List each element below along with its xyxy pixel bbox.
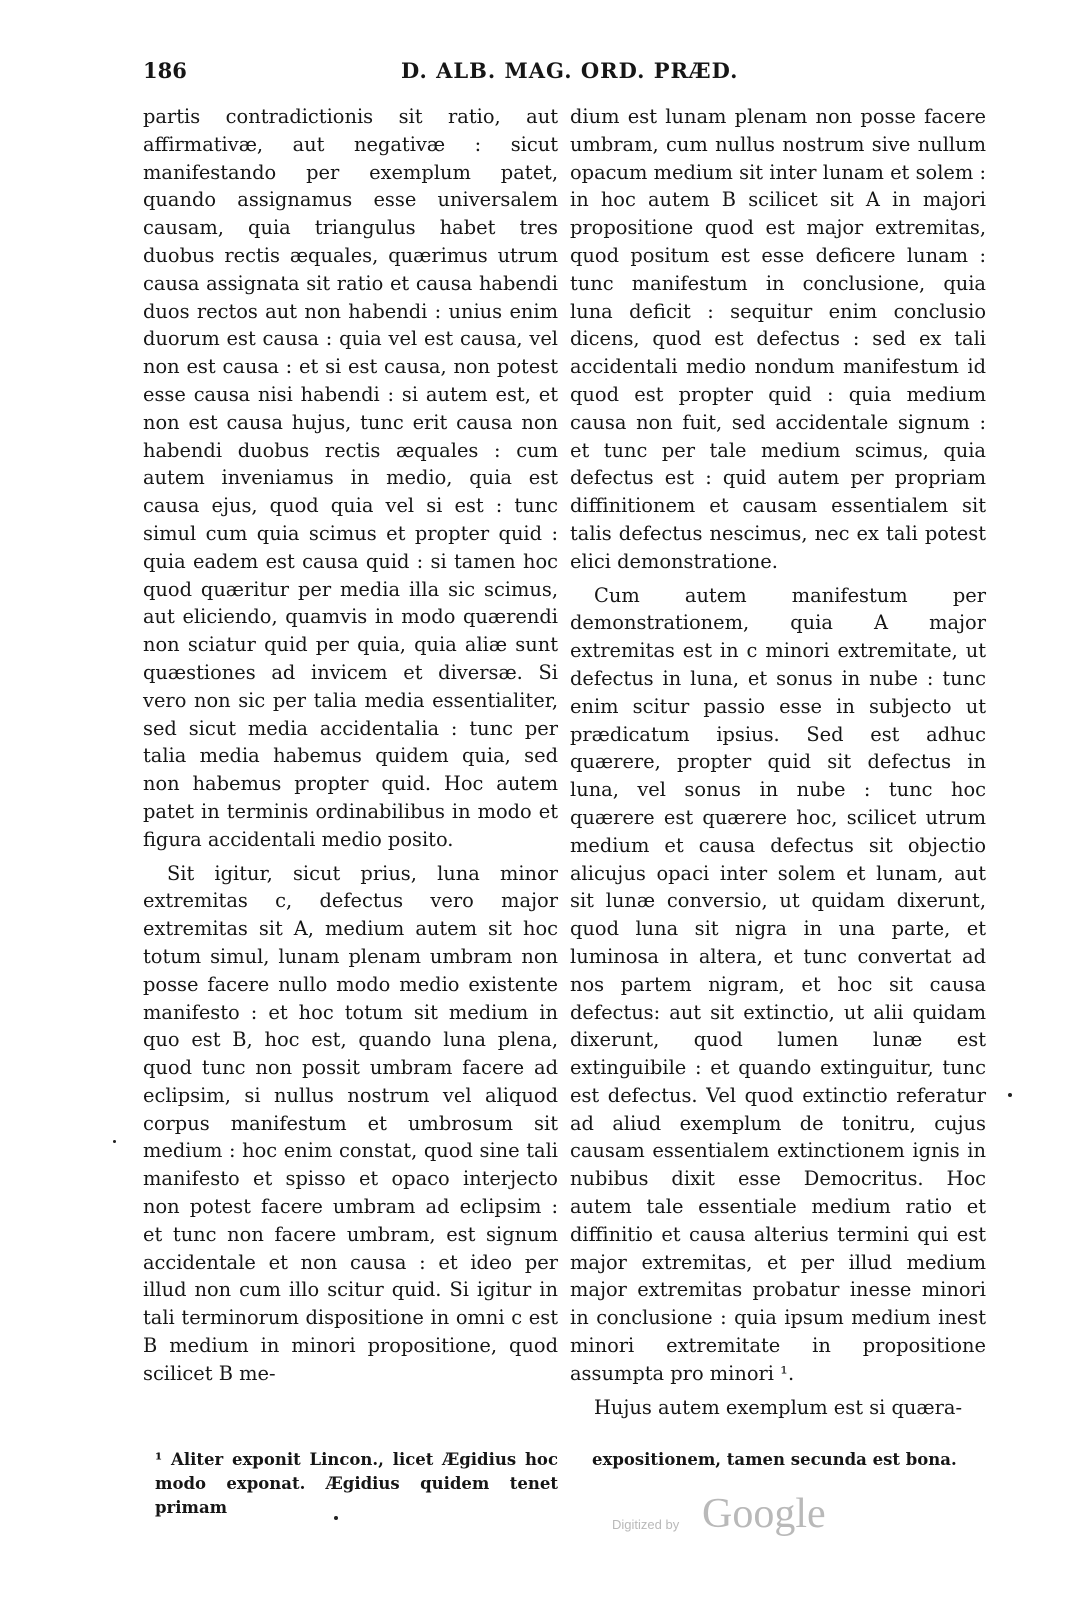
watermark-small-text: Digitized by [612,1517,680,1532]
right-paragraph-3: Hujus autem exemplum est si quæra- [594,1395,963,1419]
google-watermark [612,1484,842,1544]
right-column [570,103,986,1421]
watermark-logo-text: Google [702,1491,826,1537]
footnote-right: expositionem, tamen secunda est bona. [592,1450,957,1469]
stray-dot [1008,1093,1012,1097]
stray-dot [113,1140,116,1143]
page-number: 186 [143,58,187,83]
left-column [143,103,558,1388]
page-header [143,58,986,92]
left-paragraph-1: partis contradictionis sit ratio, aut affirmativæ, aut negativæ : sicut manifestando per exemplum patet, quando assignamus esse universalem causam, quia triangulus habet tres duobus rectis æquales, quærimus utrum causa assignata sit ratio et causa habendi duos rectos aut non habendi : unius enim duorum est causa : quia vel est causa, vel non est causa : et si est causa, non potest esse causa nisi habendi : si autem est, et non est causa hujus, tunc erit causa non habendi duobus rectis æquales : cum autem inveniamus in medio, quia est causa ejus, quod quia vel si est : tunc simul cum quia scimus et propter quid : quia eadem est causa quid : si tamen hoc quod quæritur per media illa sic scimus, aut eliciendo, quamvis in modo quærendi non sciatur quid per quia, quia aliæ sunt quæstiones ad invicem et diversæ. Si vero non sic per talia media essentialiter, sed sicut media accidentalia : tunc per talia media habemus quidem quia, sed non habemus propter quid. Hoc autem patet in terminis ordinabilibus in modo et figura accidentali medio posito. [143,105,558,851]
footnote-left: ¹ Aliter exponit Lincon., licet Ægidius hoc modo exponat. Ægidius quidem tenet primam [155,1450,558,1517]
right-paragraph-1: dium est lunam plenam non posse facere umbram, cum nullus nostrum sive nullum opacum medium sit inter lunam et solem : in hoc autem B scilicet sit A in majori propositione quod est major extremitas, quod positum est esse deficere lunam : tunc manifestum in conclusione, quia luna deficit : sequitur enim conclusio dicens, quod est defectus : sed ex tali accidentali medio nondum manifestum id quod est propter quid : quia medium causa non fuit, sed accidentale signum : et tunc per tale medium scimus, quia defectus est : quid autem per propriam diffinitionem et causam essentialem sit talis defectus nescimus, nec ex tali potest elici demonstratione. [570,105,986,573]
left-paragraph-2: Sit igitur, sicut prius, luna minor extremitas c, defectus vero major extremitas sit A, medium autem sit hoc totum simul, lunam plenam umbram non posse facere nullo modo medio existente manifesto : et hoc totum sit medium in quo est B, hoc est, quando luna plena, quod tunc non possit umbram facere ad eclipsim, si nullus nostrum vel aliquod corpus manifestum et umbrosum sit medium : hoc enim constat, quod sine tali manifesto et spisso et opaco interjecto non potest facere umbram ad eclipsim : et tunc non facere umbram, est signum accidentale et non causa : et ideo per illud non cum illo scitur quid. Si igitur in tali terminorum dispositione in omni c est B medium in minori propositione, quod scilicet B me- [143,861,558,1385]
running-head: D. ALB. MAG. ORD. PRÆD. [401,58,739,83]
stray-dot [334,1516,338,1520]
right-paragraph-2: Cum autem manifestum per demonstrationem, quia A major extremitas est in c minori extremitate, ut defectus in luna, et sonus in nube : tunc enim scitur passio esse in subjecto ut prædicatum ipsius. Sed est adhuc quærere, propter quid sit defectus in luna, vel sonus in nube : tunc hoc quærere est quærere hoc, scilicet utrum medium et causa defectus sit objectio alicujus opaci inter solem et lunam, aut sit lunæ conversio, ut quidam dixerunt, quod luna sit nigra in una parte, et luminosa in altera, et tunc convertat ad nos partem nigram, et hoc sit causa defectus: aut sit extinctio, ut alii quidam dixerunt, quod lumen lunæ est extinguibile : et quando extinguitur, tunc est defectus. Vel quod extinctio referatur ad aliud exemplum de tonitru, cujus causam essentialem extinctionem ignis in nubibus dixit esse Democritus. Hoc autem tale essentiale medium ratio et diffinitio et causa alterius termini qui est major extremitas, et per illud medium major extremitas probatur inesse minori in conclusione : quia ipsum medium inest minori extremitate in propositione assumpta pro minori ¹. [570,583,986,1385]
